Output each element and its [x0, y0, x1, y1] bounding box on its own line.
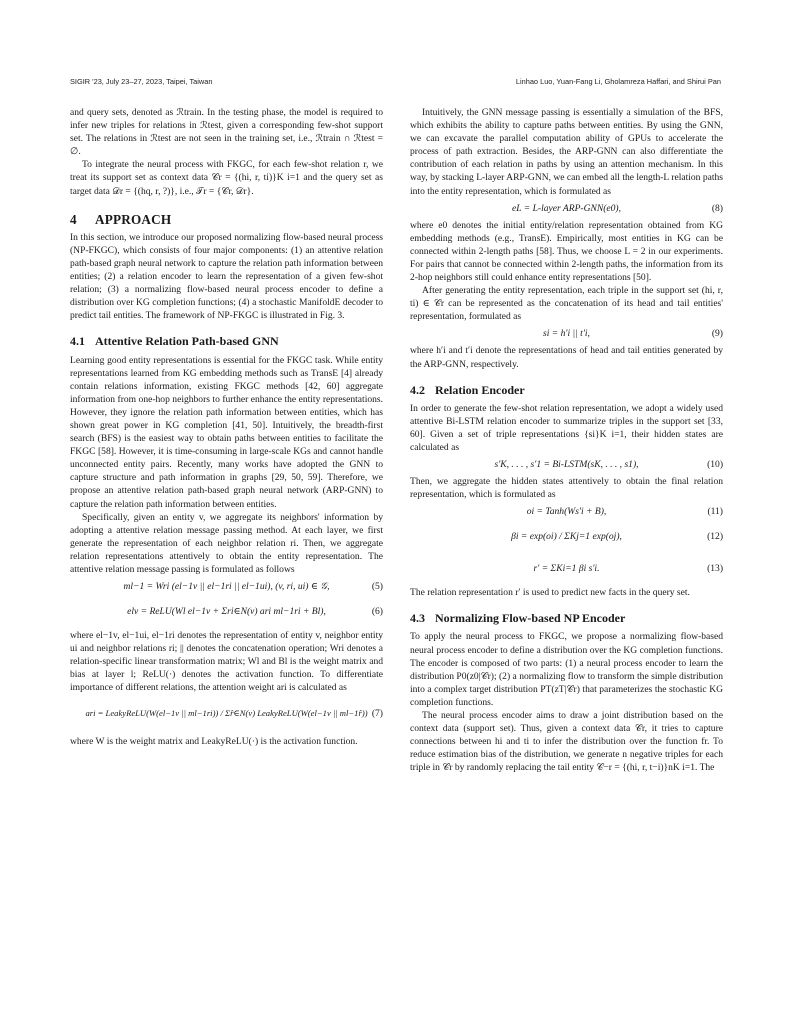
equation-number: (8) — [711, 202, 723, 214]
paragraph-4-2-3: The relation representation r′ is used to predict new facts in the query set. — [410, 587, 690, 599]
equation-13 — [410, 554, 723, 584]
paragraph-4-1-3: where el−1v, el−1ui, el−1ri denotes the representation of entity v, neighbor entity ui and neighbor relations ri; || denotes the concatenation operation; Wri denotes a relation-specific linear transformation matrix; Wl and Bl is the weight matrix and bias at layer l; ReLU(·) denotes the activation function. To differentiate importance of different relations, the attention weight ari is calculated as — [70, 630, 383, 694]
equation-10 — [410, 456, 723, 473]
equation-7 — [70, 697, 383, 733]
running-header-authors: Linhao Luo, Yuan-Fang Li, Gholamreza Haffari, and Shirui Pan — [515, 77, 721, 86]
equation-12 — [410, 522, 723, 552]
paragraph-4-3-2: The neural process encoder aims to draw a joint distribution based on the context data (support set). Thus, given a context data 𝒞r, it tries to capture connections between hi and ti to infer the distribution over the function fr. To reduce estimation bias of the distribution, we generate n negative triples for each triple in 𝒞r by randomly replacing the tail entity 𝒞−r = {(hi, r, t−i)}nK i=1. The — [410, 710, 723, 774]
paragraph-right-2: where e0 denotes the initial entity/relation representation obtained from KG embedding methods (e.g., TransE). Empirically, most entities in KG can be connected within 2-length paths [58]. Thus, we choose L = 2 in our experiments. For pairs that cannot be connected within 2-length paths, the information from its 2-hop neighbors still could enhance entity representations [50]. — [410, 219, 723, 284]
equation-body: oi = Tanh(Ws′i + B), — [526, 506, 607, 518]
equation-number: (6) — [371, 606, 383, 618]
paragraph-4-1-2: Specifically, given an entity v, we aggregate its neighbors' information by adopting a attentive relation message passing method. At each layer, we first generate the representation of each neighbor relation ri. Then, we aggregate relation representations attentively to obtain the entity representation. The attentive relation message passing is formulated as follows — [70, 511, 383, 575]
subsection-title: Relation Encoder — [435, 382, 525, 397]
equation-9 — [410, 325, 723, 342]
subsection-title: Attentive Relation Path-based GNN — [95, 334, 279, 349]
equation-number: (11) — [707, 506, 723, 518]
paragraph-right-3: After generating the entity representation, each triple in the support set (hi, r, ti) ∈ 𝒞r can be represented as the concatenation of its head and tail entities' representation, formulated as — [410, 285, 723, 323]
equation-body: ml−1 = Wri (el−1v || el−1ri || el−1ui), (v, ri, ui) ∈ 𝒢, — [123, 581, 330, 593]
paragraph-4-2-1: In order to generate the few-shot relation representation, we adopt a widely used attentive Bi-LSTM relation encoder to summarize triples in the support set [33, 60]. Given a set of triple representations {si}K i=1, their hidden states are calculated as — [410, 402, 723, 453]
equation-body: elv = ReLU(Wl el−1v + Σri∈N(v) ari ml−1ri + Bl), — [127, 606, 326, 618]
subsection-title: Normalizing Flow-based NP Encoder — [435, 611, 626, 626]
equation-body: si = h′i || t′i, — [543, 328, 590, 340]
equation-number: (13) — [707, 563, 723, 575]
section-heading-approach — [70, 213, 383, 226]
equation-body: s′K, . . . , s′1 = Bi-LSTM(sK, . . . , s1), — [494, 459, 639, 471]
subsection-number: 4.2 — [410, 382, 425, 397]
paragraph-intro-2: To integrate the neural process with FKGC, for each few-shot relation r, we treat its support set as context data 𝒞r = {(hi, r, ti)}K i=1 and the query set as target data 𝒟r = {(hq, r, ?)}, i.e., 𝒯r = {𝒞r, 𝒟r}. — [70, 159, 383, 197]
subsection-heading-4-3 — [410, 612, 723, 625]
equation-number: (10) — [707, 459, 723, 471]
paragraph-right-1: Intuitively, the GNN message passing is essentially a simulation of the BFS, which exhibits the ability to capture paths between entities. By using the GNN, we can excavate the parallel computation ability of GPUs to accelerate the process of path extraction. Besides, the ARP-GNN can also differentiate the contribution of each relation in paths by using an attention mechanism. In this way, by stacking L-layer ARP-GNN, we can embed all the length-L relation paths into the entity representation, which is formulated as — [410, 107, 723, 197]
subsection-number: 4.1 — [70, 334, 85, 349]
section-title: APPROACH — [95, 211, 172, 227]
paragraph-4-3-1: To apply the neural process to FKGC, we propose a normalizing flow-based neural process encoder to define a distribution over the KG completion functions. The encoder is composed of two parts: (1) a neural process encoder to learn the distribution P0(z0|𝒞r); (2) a normalizing flow to transform the simple distribution into a complex target distribution PT(zT|𝒞r) that parameterizes the stochastic KG completion functions. — [410, 631, 723, 708]
paragraph-4-1-4: where W is the weight matrix and LeakyReLU(·) is the activation function. — [70, 735, 358, 747]
equation-11 — [410, 503, 723, 520]
equation-number: (5) — [371, 581, 383, 593]
equation-body: βi = exp(oi) / ΣKj=1 exp(oj), — [511, 531, 622, 543]
paragraph-4-2-2: Then, we aggregate the hidden states attentively to obtain the final relation representation, which is formulated as — [410, 476, 723, 501]
equation-body: eL = L-layer ARP-GNN(e0), — [512, 202, 621, 214]
right-column — [410, 106, 723, 774]
paragraph-approach: In this section, we introduce our proposed normalizing flow-based neural process (NP-FKGC), which consists of four major components: (1) an attentive relation path-based graph neural network to capture the relation path information between entities; (2) a relation encoder to learn the representation of a given few-shot relation; (3) a normalizing flow-based neural process encoder to define a distribution over KG completion functions; (4) a stochastic ManifoldE decoder to predict tail entities. The framework of NP-FKGC is illustrated in Fig. 3. — [70, 231, 383, 322]
equation-number: (12) — [707, 531, 723, 543]
equation-body: r′ = ΣKi=1 βi s′i. — [533, 563, 600, 575]
left-column — [70, 106, 383, 748]
equation-number: (7) — [371, 707, 383, 719]
paragraph-intro-1: and query sets, denoted as ℛtrain. In the testing phase, the model is required to infer new triples for relations in ℛtest, given a corresponding few-shot support set. The relations in ℛtest are not seen in the training set, i.e., ℛtrain ∩ ℛtest = ∅. — [70, 107, 383, 158]
equation-body: ari = LeakyReLU(W(el−1v || ml−1ri)) / Σr̂∈N(v) LeakyReLU(W(el−1v || ml−1r̂)) — [85, 707, 368, 718]
equation-6 — [70, 597, 383, 627]
paragraph-right-4: where h′i and t′i denote the representations of head and tail entities generated by the ARP-GNN, respectively. — [410, 345, 723, 370]
equation-8 — [410, 200, 723, 217]
subsection-heading-4-1 — [70, 335, 383, 348]
equation-number: (9) — [711, 328, 723, 340]
subsection-heading-4-2 — [410, 384, 723, 397]
paragraph-4-1-1: Learning good entity representations is essential for the FKGC task. While entity representations learned from KG embedding methods such as TransE [4] already contain relations information, existing FKGC methods [42, 60] aggregate information from one-hop neighbors to further enhance the entity representations. However, they ignore the relation path information between entities, which has shown great power in KG completion [41, 50]. Intuitively, the breadth-first search (BFS) is the easiest way to obtain paths between entities to facilitate the FKGC [58]. However, it is time-consuming in large-scale KGs and cannot handle unconnected entity pairs. Recently, many works have adopted the GNN to capture structure and path information in graphs [29, 50, 59]. Therefore, we propose an attentive relation path-based graph neural network (ARP-GNN) to capture the relation path information between entities. — [70, 354, 383, 510]
subsection-number: 4.3 — [410, 611, 425, 626]
section-number: 4 — [70, 211, 77, 227]
running-header-venue: SIGIR '23, July 23–27, 2023, Taipei, Taiwan — [70, 77, 213, 86]
equation-5 — [70, 578, 383, 595]
